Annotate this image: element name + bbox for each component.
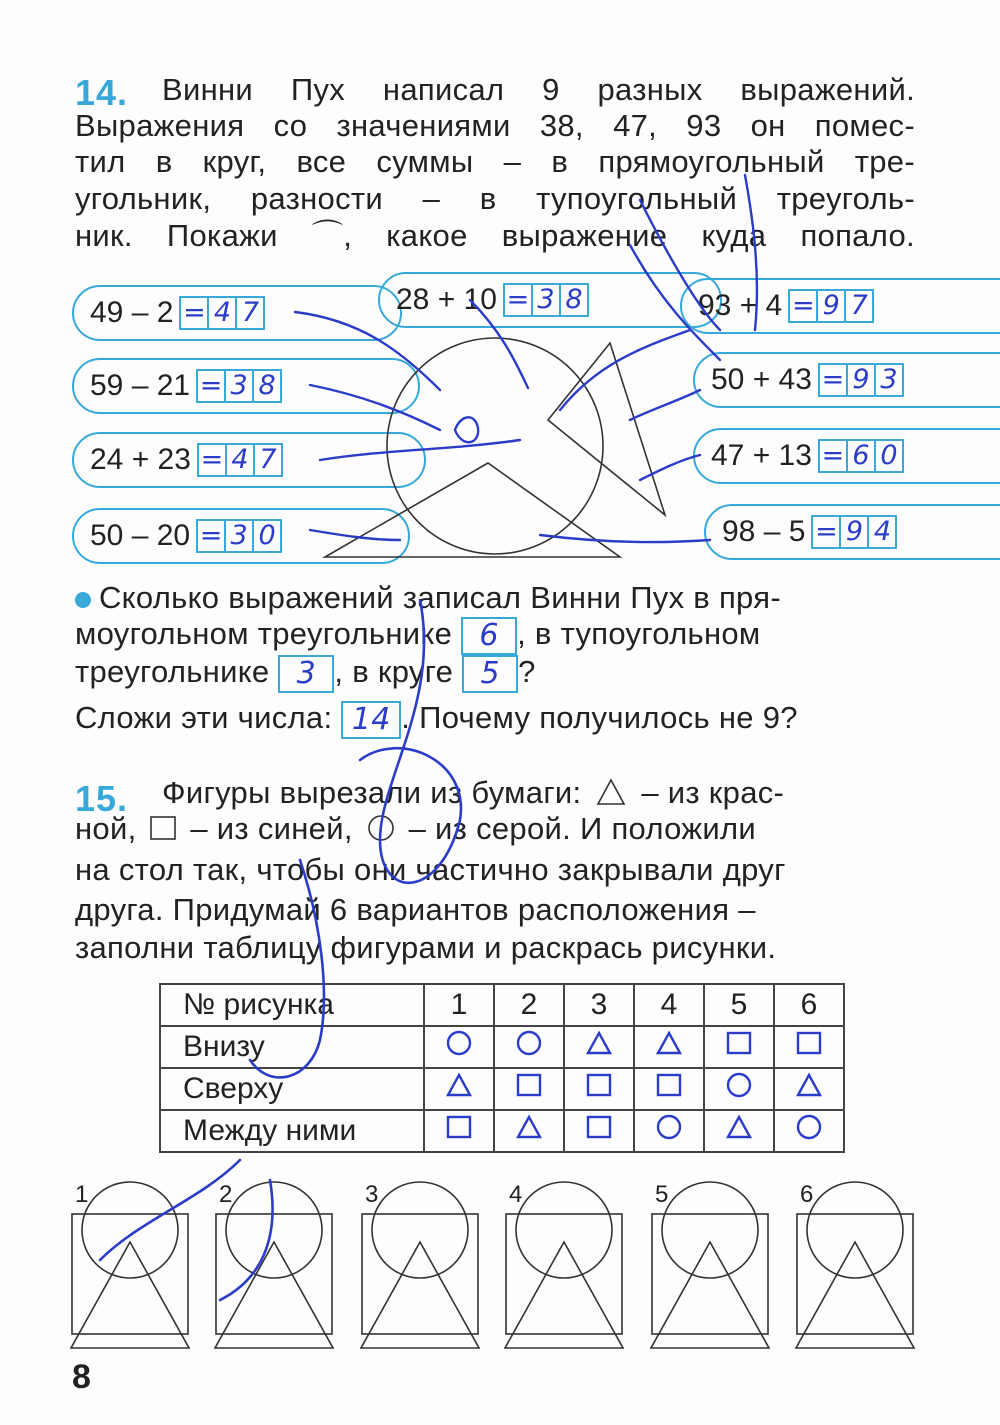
table-cell[interactable] bbox=[704, 1068, 774, 1110]
question-line-3 bbox=[75, 654, 915, 693]
pen-scribble bbox=[630, 245, 720, 360]
expression-text: 59 – 21 bbox=[90, 369, 191, 402]
question-text: , в тупоугольном bbox=[517, 616, 761, 651]
table-cell[interactable] bbox=[774, 1110, 844, 1152]
word: со bbox=[273, 108, 308, 143]
answer-digit: 9 bbox=[848, 365, 876, 395]
task-text: – из крас- bbox=[641, 775, 785, 810]
table-cell[interactable] bbox=[564, 1110, 634, 1152]
triangle-icon bbox=[724, 1113, 754, 1141]
pen-arrow bbox=[540, 535, 710, 542]
answer-box-circle[interactable] bbox=[462, 655, 518, 693]
answer-digit: = bbox=[181, 298, 209, 328]
answer-digit: = bbox=[199, 445, 227, 475]
drawing-number: 5 bbox=[655, 1181, 669, 1208]
word: в bbox=[551, 144, 569, 179]
table-cell[interactable] bbox=[634, 1026, 704, 1068]
sum-text: . Почему получилось не 9? bbox=[401, 700, 798, 735]
square-icon bbox=[444, 1113, 474, 1141]
table-row-label: Сверху bbox=[160, 1068, 424, 1110]
triangle-icon bbox=[794, 1071, 824, 1099]
answer-digit: = bbox=[198, 371, 226, 401]
question-text: ? bbox=[518, 654, 536, 689]
table-cell[interactable] bbox=[424, 1110, 494, 1152]
table-column-header: 4 bbox=[634, 984, 704, 1026]
pen-arrow bbox=[310, 385, 440, 430]
task-15-line-3: на стол так, чтобы они частично закрывали друг bbox=[75, 852, 786, 887]
word: прямоугольный bbox=[598, 144, 825, 179]
word: в bbox=[479, 181, 497, 216]
word: Винни bbox=[162, 72, 254, 107]
circle-icon bbox=[794, 1113, 824, 1141]
circle-icon bbox=[444, 1029, 474, 1057]
word: 47, bbox=[613, 108, 658, 143]
table-column-header: 5 bbox=[704, 984, 774, 1026]
table-cell[interactable] bbox=[704, 1110, 774, 1152]
task-text: Фигуры вырезали из бумаги: bbox=[162, 775, 582, 810]
question-line-2 bbox=[75, 616, 915, 655]
drawing-number: 1 bbox=[75, 1181, 89, 1208]
word: 9 bbox=[542, 72, 560, 107]
question-text: , в круге bbox=[334, 654, 454, 689]
word: 38, bbox=[539, 108, 584, 143]
answer-value: 6 bbox=[479, 617, 499, 653]
sum-line bbox=[75, 700, 915, 739]
expression-text: 98 – 5 bbox=[722, 515, 806, 548]
square-icon bbox=[149, 815, 177, 841]
triangle-icon bbox=[596, 778, 626, 806]
answer-digit: 8 bbox=[258, 370, 276, 401]
task-text: – из серой. И положили bbox=[408, 811, 756, 846]
answer-digit: 7 bbox=[850, 290, 868, 321]
page-number: 8 bbox=[72, 1358, 91, 1396]
table-cell[interactable] bbox=[494, 1026, 564, 1068]
pen-arrow bbox=[310, 530, 400, 540]
word: тупоугольный bbox=[536, 181, 738, 216]
circle-icon bbox=[514, 1029, 544, 1057]
table-cell[interactable] bbox=[774, 1026, 844, 1068]
table-cell[interactable] bbox=[424, 1026, 494, 1068]
answer-digit: 4 bbox=[227, 445, 255, 475]
answer-box-right-triangle[interactable] bbox=[461, 617, 517, 655]
square-icon bbox=[584, 1113, 614, 1141]
table-row-label: Между ними bbox=[160, 1110, 424, 1152]
word: тре- bbox=[854, 144, 915, 179]
table-cell[interactable] bbox=[704, 1026, 774, 1068]
table-cell[interactable] bbox=[634, 1068, 704, 1110]
word: помес- bbox=[814, 108, 915, 143]
table-cell[interactable] bbox=[774, 1068, 844, 1110]
task-15-line-4: друга. Придумай 6 вариантов расположения – bbox=[75, 892, 756, 927]
answer-digit: = bbox=[505, 285, 533, 315]
arrangement-drawings bbox=[0, 1170, 1000, 1360]
word: Выражения bbox=[75, 108, 245, 143]
square-icon bbox=[654, 1071, 684, 1099]
bullet-icon bbox=[75, 592, 91, 608]
table-column-header: 3 bbox=[564, 984, 634, 1026]
answer-value: 3 bbox=[296, 655, 317, 691]
circle-shape bbox=[516, 1182, 612, 1278]
word: угольник, bbox=[75, 181, 212, 216]
drawing-number: 6 bbox=[800, 1181, 814, 1208]
word: в bbox=[155, 144, 173, 179]
pen-arrow bbox=[630, 390, 700, 420]
circle-icon bbox=[654, 1113, 684, 1141]
pen-arrow bbox=[470, 300, 528, 388]
pen-scribble bbox=[640, 200, 720, 330]
circle-shape bbox=[662, 1182, 758, 1278]
expression-text: 47 + 13 bbox=[711, 439, 812, 472]
answer-digit: 0 bbox=[258, 520, 276, 551]
word: значениями bbox=[336, 108, 511, 143]
task-14-number: 14. bbox=[75, 72, 129, 113]
answer-digit: = bbox=[198, 521, 226, 551]
table-cell[interactable] bbox=[564, 1068, 634, 1110]
question-text: моугольном треугольнике bbox=[75, 616, 453, 651]
triangle-icon bbox=[514, 1113, 544, 1141]
table-header-label: № рисунка bbox=[160, 984, 424, 1026]
word: попало. bbox=[800, 218, 915, 253]
triangle-shape bbox=[71, 1242, 189, 1348]
answer-box-obtuse-triangle[interactable] bbox=[278, 655, 334, 693]
task-15-line-1 bbox=[162, 775, 784, 812]
triangle-icon bbox=[444, 1071, 474, 1099]
circle-icon bbox=[724, 1071, 754, 1099]
circle-icon bbox=[366, 814, 396, 842]
task-15-line-5: заполни таблицу фигурами и раскрась рисунки. bbox=[75, 930, 777, 965]
question-line-1 bbox=[75, 580, 915, 617]
answer-digit: 3 bbox=[533, 285, 561, 315]
task-15-number: 15. bbox=[75, 778, 129, 819]
square-icon bbox=[794, 1029, 824, 1057]
table-column-header: 6 bbox=[774, 984, 844, 1026]
table-cell[interactable] bbox=[634, 1110, 704, 1152]
triangle-shape bbox=[651, 1242, 769, 1348]
task-text: ной, bbox=[75, 811, 137, 846]
expression-text: 50 – 20 bbox=[90, 519, 191, 552]
obtuse-triangle-shape bbox=[325, 463, 620, 557]
question-text: треугольнике bbox=[75, 654, 270, 689]
triangle-shape bbox=[361, 1242, 479, 1348]
word: круг, bbox=[202, 144, 267, 179]
arrangement-drawing bbox=[505, 1182, 623, 1348]
word: написал bbox=[382, 72, 505, 107]
answer-digit: = bbox=[820, 365, 848, 395]
answer-digit: 4 bbox=[873, 516, 892, 547]
triangle-shape bbox=[215, 1242, 333, 1348]
triangle-shape bbox=[505, 1242, 623, 1348]
word: ⌒, bbox=[311, 218, 353, 253]
triangle-shape bbox=[796, 1242, 914, 1348]
answer-digit: 9 bbox=[841, 517, 869, 547]
table-cell[interactable] bbox=[424, 1068, 494, 1110]
question-text: Сколько выражений записал Винни Пух в пря- bbox=[99, 580, 781, 615]
arrangement-drawing bbox=[361, 1182, 479, 1348]
word: ник. bbox=[75, 218, 133, 253]
answer-digit: 9 bbox=[818, 291, 846, 321]
pen-arrow bbox=[560, 330, 690, 410]
answer-box-sum[interactable] bbox=[341, 701, 401, 739]
answer-digit: 4 bbox=[209, 298, 237, 328]
arrangement-drawing bbox=[71, 1182, 189, 1348]
square-icon bbox=[724, 1029, 754, 1057]
word: он bbox=[750, 108, 786, 143]
expression-text: 49 – 2 bbox=[90, 296, 174, 329]
expression-text: 28 + 10 bbox=[396, 283, 497, 316]
word: выражений. bbox=[740, 72, 915, 107]
arrangement-table bbox=[159, 983, 845, 1153]
arrangement-drawing bbox=[651, 1182, 769, 1348]
sum-text: Сложи эти числа: bbox=[75, 700, 333, 735]
expression-text: 50 + 43 bbox=[711, 363, 812, 396]
table-column-header: 1 bbox=[424, 984, 494, 1026]
word: 93 bbox=[686, 108, 722, 143]
word: выражение bbox=[501, 218, 668, 253]
answer-value: 14 bbox=[351, 701, 391, 737]
square-icon bbox=[584, 1071, 614, 1099]
arrangement-drawing bbox=[796, 1182, 914, 1348]
triangle-icon bbox=[654, 1029, 684, 1057]
table-cell[interactable] bbox=[494, 1068, 564, 1110]
drawing-number: 2 bbox=[219, 1181, 233, 1208]
circle-shape bbox=[82, 1182, 178, 1278]
table-column-header: 2 bbox=[494, 984, 564, 1026]
answer-digit: = bbox=[813, 517, 841, 547]
word: разности bbox=[250, 181, 383, 216]
word: куда bbox=[701, 218, 767, 253]
triangle-icon bbox=[584, 1029, 614, 1057]
pen-arrow bbox=[320, 440, 520, 460]
circle-shape bbox=[226, 1182, 322, 1278]
word: разных bbox=[597, 72, 703, 107]
word: Покажи bbox=[166, 218, 278, 253]
answer-value: 5 bbox=[480, 655, 500, 691]
answer-digit: = bbox=[790, 291, 818, 321]
word: треуголь- bbox=[776, 181, 915, 216]
answer-digit: = bbox=[820, 441, 848, 471]
expression-text: 93 + 4 bbox=[698, 289, 783, 322]
answer-digit: 3 bbox=[226, 371, 254, 401]
answer-digit: 7 bbox=[241, 297, 260, 328]
pen-arrows bbox=[295, 175, 757, 542]
answer-digit: 3 bbox=[226, 521, 254, 551]
task-15-line-2 bbox=[75, 811, 756, 848]
pen-scribble bbox=[745, 175, 757, 330]
drawing-number: 3 bbox=[365, 1181, 379, 1208]
word: все bbox=[296, 144, 347, 179]
table-cell[interactable] bbox=[564, 1026, 634, 1068]
table-row-label: Внизу bbox=[160, 1026, 424, 1068]
word: тил bbox=[75, 144, 126, 179]
expression-text: 24 + 23 bbox=[90, 443, 191, 476]
circle-shape bbox=[807, 1182, 903, 1278]
drawing-number: 4 bbox=[509, 1181, 523, 1208]
circle-shape bbox=[372, 1182, 468, 1278]
answer-digit: 7 bbox=[259, 444, 277, 475]
word: какое bbox=[386, 218, 468, 253]
word: суммы bbox=[376, 144, 474, 179]
table-cell[interactable] bbox=[494, 1110, 564, 1152]
answer-digit: 3 bbox=[880, 364, 898, 395]
pen-scribble bbox=[455, 417, 478, 442]
word: Пух bbox=[290, 72, 346, 107]
word: – bbox=[503, 144, 522, 179]
answer-digit: 0 bbox=[880, 440, 898, 471]
word: – bbox=[422, 181, 441, 216]
arrangement-drawing bbox=[215, 1182, 333, 1348]
square-icon bbox=[514, 1071, 544, 1099]
pen-arrow bbox=[295, 312, 440, 390]
task-text: – из синей, bbox=[190, 811, 353, 846]
answer-digit: 8 bbox=[565, 284, 583, 315]
answer-digit: 6 bbox=[848, 441, 876, 471]
